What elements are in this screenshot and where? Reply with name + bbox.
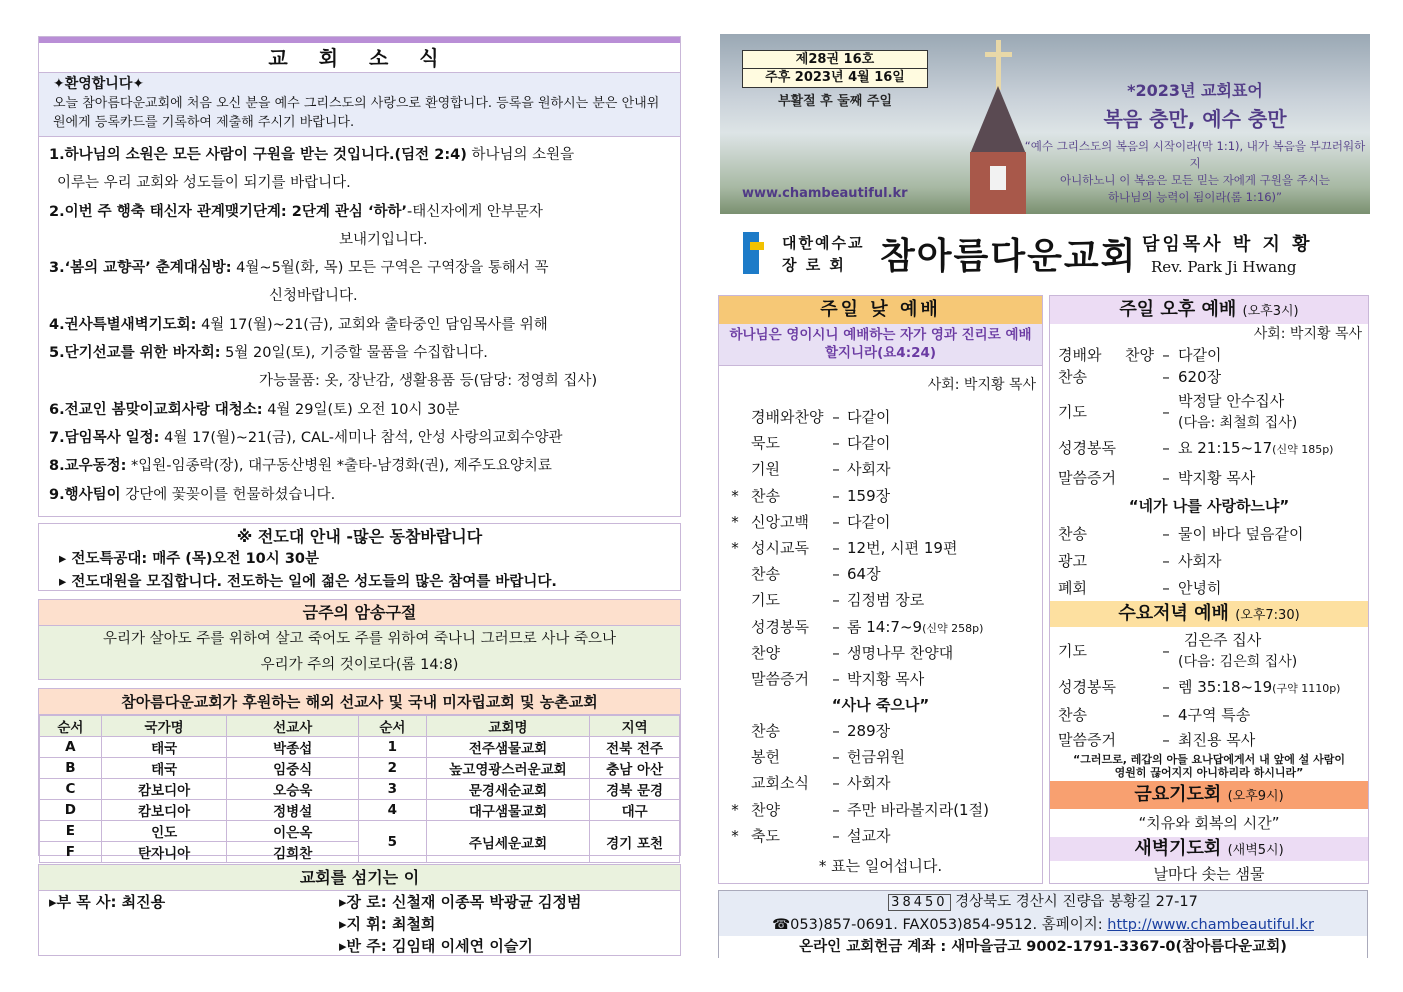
standing-note: * 표는 일어섭니다. xyxy=(818,857,943,875)
senior-pastor: 담임목사 박 지 황 xyxy=(1142,234,1313,255)
motto-verse xyxy=(1020,138,1370,206)
table-cell: 임중식 xyxy=(227,758,359,779)
table-cell: 충남 아산 xyxy=(590,758,680,779)
welcome-box xyxy=(39,73,680,137)
news-item: 신청바랍니다. xyxy=(269,288,358,305)
postal-address xyxy=(719,891,1367,914)
worship-row: 봉헌 – 헌금위원 xyxy=(751,748,905,767)
evangelism-title: ※ 전도대 안내 -많은 동참바랍니다 xyxy=(236,527,483,546)
worship-row: 찬양 – 생명나무 찬양대 xyxy=(751,643,954,662)
table-cell: 캄보디아 xyxy=(101,800,227,821)
table-row xyxy=(40,758,680,779)
table-cell: 태국 xyxy=(101,737,227,758)
motto-main: 복음 충만, 예수 충만 xyxy=(1103,107,1287,131)
evangelism-line: ▸ 전도대원을 모집합니다. 전도하는 일에 젊은 성도들의 많은 참여를 바랍니다. xyxy=(59,574,557,590)
worship-row: 말씀증거 – 최진용 목사 xyxy=(1058,731,1256,749)
zip-code: 38450 xyxy=(888,894,950,911)
contact-line xyxy=(719,914,1367,936)
table-row xyxy=(40,737,680,758)
table-cell: 태국 xyxy=(101,758,227,779)
table-cell: 박종섭 xyxy=(227,737,359,758)
news-item: 1.하나님의 소원은 모든 사람이 구원을 받는 것입니다.(딤전 2:4) 하나님의 소원을 xyxy=(49,147,575,163)
church-header xyxy=(720,222,1370,288)
evangelism-box xyxy=(38,523,681,591)
worship-row: 성경봉독 – 롬 14:7~9(신약 258p) xyxy=(751,617,984,636)
afternoon-host: 사회: 박지황 목사 xyxy=(1253,326,1362,342)
other-services xyxy=(1049,295,1369,884)
motto-label: *2023년 교회표어 xyxy=(1127,81,1263,100)
missions-box xyxy=(38,688,681,862)
sunday-host: 사회: 박지황 목사 xyxy=(927,377,1036,393)
worship-row: 기원 – 사회자 xyxy=(751,460,891,479)
missions-table xyxy=(39,715,680,863)
issue-date: 주후 2023년 4월 16일 xyxy=(742,69,928,88)
table-cell: 2 xyxy=(358,758,426,779)
servers-box xyxy=(38,864,681,956)
worship-row: 기도 – 박정달 안수집사 (다음: 최철희 집사) xyxy=(1058,392,1298,431)
worship-row: 경배와 찬양 – 다같이 xyxy=(1058,346,1222,364)
afternoon-service-title: 주일 오후 예배 (오후3시) xyxy=(1050,296,1368,324)
table-cell: 1 xyxy=(358,737,426,758)
news-item: 8.교우동정: *입원-임종락(장), 대구동산병원 *출타-남경화(권), 제주도요양치료 xyxy=(49,458,552,475)
table-cell: 문경새순교회 xyxy=(426,779,589,800)
worship-row: * 찬양 – 주만 바라볼지라(1절) xyxy=(731,800,989,819)
accompanists: ▸반 주: 김임태 이세연 이슬기 xyxy=(339,937,533,955)
table-cell: 3 xyxy=(358,779,426,800)
phone-fax: ☎053)857-0691. FAX053)854-9512. 홈페이지: xyxy=(772,917,1108,933)
welcome-title: ✦환영합니다✦ xyxy=(53,76,145,92)
news-item: 4.권사특별새벽기도회: 4월 17(월)~21(금), 교회와 출타중인 담임목사를 위해 xyxy=(49,316,548,333)
news-item: 2.이번 주 행축 태신자 관계맺기단계: 2단계 관심 ‘하하’-태신자에게 안부문자 xyxy=(49,203,543,220)
welcome-text: 오늘 참아름다운교회에 처음 오신 분을 예수 그리스도의 사랑으로 환영합니다. 등록을 원하시는 분은 안내위원에게 등록카드를 기록하여 제출해 주시기 바랍니다. xyxy=(53,96,660,130)
senior-pastor-en: Rev. Park Ji Hwang xyxy=(1151,258,1297,276)
friday-prayer-text: “치유와 회복의 시간” xyxy=(1138,814,1280,832)
table-cell: 캄보디아 xyxy=(101,779,227,800)
table-cell: 인도 xyxy=(101,821,227,842)
table-cell: D xyxy=(40,800,102,821)
church-name: 참아름다운교회 xyxy=(880,236,1138,277)
denomination xyxy=(782,232,864,276)
order-of-worship-2 xyxy=(719,718,1042,849)
worship-row: 찬송 – 물이 바다 덮음같이 xyxy=(1058,525,1304,543)
worship-row: 기도 – 김정범 장로 xyxy=(751,591,925,610)
table-cell: E xyxy=(40,821,102,842)
friday-prayer-title: 금요기도회 (오후9시) xyxy=(1050,781,1368,809)
worship-row: 교회소식 – 사회자 xyxy=(751,774,891,793)
table-cell: 4 xyxy=(358,800,426,821)
website-label: www.chambeautiful.kr xyxy=(742,186,908,201)
worship-row: 성경봉독 – 요 21:15~17(신약 185p) xyxy=(1058,439,1334,457)
news-item: 가능물품: 옷, 장난감, 생활용품 등(담당: 정영희 집사) xyxy=(259,373,598,390)
worship-row: 성경봉독 – 렘 35:18~19(구약 1110p) xyxy=(1058,678,1341,696)
table-cell: C xyxy=(40,779,102,800)
missions-title: 참아름다운교회가 후원하는 해외 선교사 및 국내 미자립교회 및 농촌교회 xyxy=(39,689,680,715)
liturgical-week: 부활절 후 둘째 주일 xyxy=(777,94,893,109)
news-item: 5.단기선교를 위한 바자회: 5월 20일(토), 기증할 물품을 수집합니다. xyxy=(49,345,488,362)
denomination-line: 장 로 회 xyxy=(782,256,846,274)
elders: ▸장 로: 신철재 이종목 박광균 김정범 xyxy=(339,893,582,911)
news-list xyxy=(39,137,680,513)
street-address: 경상북도 경산시 진량읍 봉황길 27-17 xyxy=(950,894,1198,910)
table-cell: 높고영광스러운교회 xyxy=(426,758,589,779)
worship-row: * 찬송 – 159장 xyxy=(731,486,891,505)
order-of-worship xyxy=(719,404,1042,692)
motto-verse-line: 아니하노니 이 복음은 모든 믿는 자에게 구원을 주시는 xyxy=(1060,173,1330,187)
sermon-title: “사나 죽으나” xyxy=(831,696,930,715)
memory-verse-title: 금주의 암송구절 xyxy=(39,600,680,626)
church-news-section xyxy=(38,36,681,517)
table-cell: 정병설 xyxy=(227,800,359,821)
sunday-service xyxy=(718,295,1043,884)
worship-row: 폐회 – 안녕히 xyxy=(1058,579,1222,597)
sunday-verse: 하나님은 영이시니 예배하는 자가 영과 진리로 예배할지니라(요4:24) xyxy=(719,324,1042,366)
worship-row: * 성시교독 – 12번, 시편 19편 xyxy=(731,538,958,557)
worship-row: 찬송 – 620장 xyxy=(1058,368,1222,386)
table-cell: 경기 포천 xyxy=(590,821,680,863)
verse-line: 우리가 살아도 주를 위하여 살고 죽어도 주를 위하여 죽나니 그러므로 사나 죽으나 xyxy=(103,631,616,647)
news-item: 7.담임목사 일정: 4월 17(월)~21(금), CAL-세미나 참석, 안성 사랑의교회수양관 xyxy=(49,429,563,446)
memory-verse-box xyxy=(38,599,681,680)
dawn-prayer-title: 새벽기도회 (새벽5시) xyxy=(1050,837,1368,861)
afternoon-sermon-title: “네가 나를 사랑하느냐” xyxy=(1128,497,1290,515)
worship-row: 묵도 – 다같이 xyxy=(751,434,891,453)
table-header: 국가명 xyxy=(101,716,227,737)
associate-pastor: ▸부 목 사: 최진용 xyxy=(49,893,166,911)
worship-row: 말씀증거 – 박지황 목사 xyxy=(751,669,925,688)
table-row xyxy=(40,800,680,821)
denomination-line: 대한예수교 xyxy=(782,234,865,252)
banner-image xyxy=(720,34,1370,214)
worship-row: * 신앙고백 – 다같이 xyxy=(731,512,891,531)
wednesday-service-title: 수요저녁 예배 (오후7:30) xyxy=(1050,601,1368,627)
news-item: 이루는 우리 교회와 성도들이 되기를 바랍니다. xyxy=(57,175,351,192)
news-item: 3.‘봄의 교향곡’ 춘계대심방: 4월~5월(화, 목) 모든 구역은 구역장을 통해서 꼭 xyxy=(49,260,549,277)
table-header: 교회명 xyxy=(426,716,589,737)
table-cell: 오승욱 xyxy=(227,779,359,800)
table-cell: 주님세운교회 xyxy=(426,821,589,863)
table-row xyxy=(40,821,680,842)
worship-row: 찬송 – 64장 xyxy=(751,565,881,584)
evangelism-line: ▸ 전도특공대: 매주 (목)오전 10시 30분 xyxy=(59,551,320,567)
church-logo-icon xyxy=(743,232,759,274)
table-header: 선교사 xyxy=(227,716,359,737)
worship-row: 광고 – 사회자 xyxy=(1058,552,1222,570)
table-cell: 대구샘물교회 xyxy=(426,800,589,821)
table-cell: A xyxy=(40,737,102,758)
table-cell: 김희찬 xyxy=(227,842,359,863)
servers-title: 교회를 섬기는 이 xyxy=(39,865,680,891)
motto-verse-line: 하나님의 능력이 됨이라(롬 1:16)” xyxy=(1108,190,1282,204)
wednesday-sermon-title: “그러므로, 레갑의 아들 요나답에게서 내 앞에 설 사람이 영원히 끊어지지 아니하리라 하시니라” xyxy=(1073,753,1345,779)
conductor: ▸지 휘: 최철희 xyxy=(339,915,436,933)
worship-row: 경배와찬양 – 다같이 xyxy=(751,408,891,426)
table-cell: 경북 문경 xyxy=(590,779,680,800)
table-cell: 5 xyxy=(358,821,426,863)
table-header: 지역 xyxy=(590,716,680,737)
motto-verse-line: “예수 그리스도의 복음의 시작이라(막 1:1), 내가 복음을 부끄러워하지 xyxy=(1024,139,1366,170)
news-item: 9.행사팀이 강단에 꽃꽂이를 헌물하셨습니다. xyxy=(49,486,336,503)
homepage-link[interactable]: http://www.chambeautiful.kr xyxy=(1107,917,1314,933)
table-cell: 탄자니아 xyxy=(101,842,227,863)
table-cell: 대구 xyxy=(590,800,680,821)
logo-accent xyxy=(750,242,764,250)
news-item: 6.전교인 봄맞이교회사랑 대청소: 4월 29일(토) 오전 10시 30분 xyxy=(49,401,460,418)
address-box xyxy=(718,890,1368,958)
table-header: 순서 xyxy=(358,716,426,737)
table-cell: 전주샘물교회 xyxy=(426,737,589,758)
news-item: 보내기입니다. xyxy=(339,231,428,248)
verse-line: 우리가 주의 것이로다(롬 14:8) xyxy=(260,657,459,673)
table-row xyxy=(40,779,680,800)
table-header: 순서 xyxy=(40,716,102,737)
dawn-prayer-text: 날마다 솟는 샘물 xyxy=(1153,865,1265,883)
news-title: 교 회 소 식 xyxy=(39,43,680,73)
worship-row: 찬송 – 4구역 특송 xyxy=(1058,706,1251,724)
worship-row: 기도 – 김은주 집사 (다음: 김은희 집사) xyxy=(1058,631,1298,670)
worship-row: 찬송 – 289장 xyxy=(751,722,891,741)
sunday-service-title: 주일 낮 예배 xyxy=(719,296,1042,324)
offering-account: 온라인 교회헌금 계좌 : 새마을금고 9002-1791-3367-0(참아름다운교회) xyxy=(719,936,1367,958)
volume-number: 제28권 16호 xyxy=(742,50,928,69)
table-cell: 전북 전주 xyxy=(590,737,680,758)
memory-verse-text xyxy=(39,626,680,679)
table-cell: B xyxy=(40,758,102,779)
table-cell: 이은옥 xyxy=(227,821,359,842)
worship-row: 말씀증거 – 박지황 목사 xyxy=(1058,469,1256,487)
church-motto xyxy=(1020,78,1370,206)
table-cell: F xyxy=(40,842,102,863)
worship-row: * 축도 – 설교자 xyxy=(731,826,891,845)
